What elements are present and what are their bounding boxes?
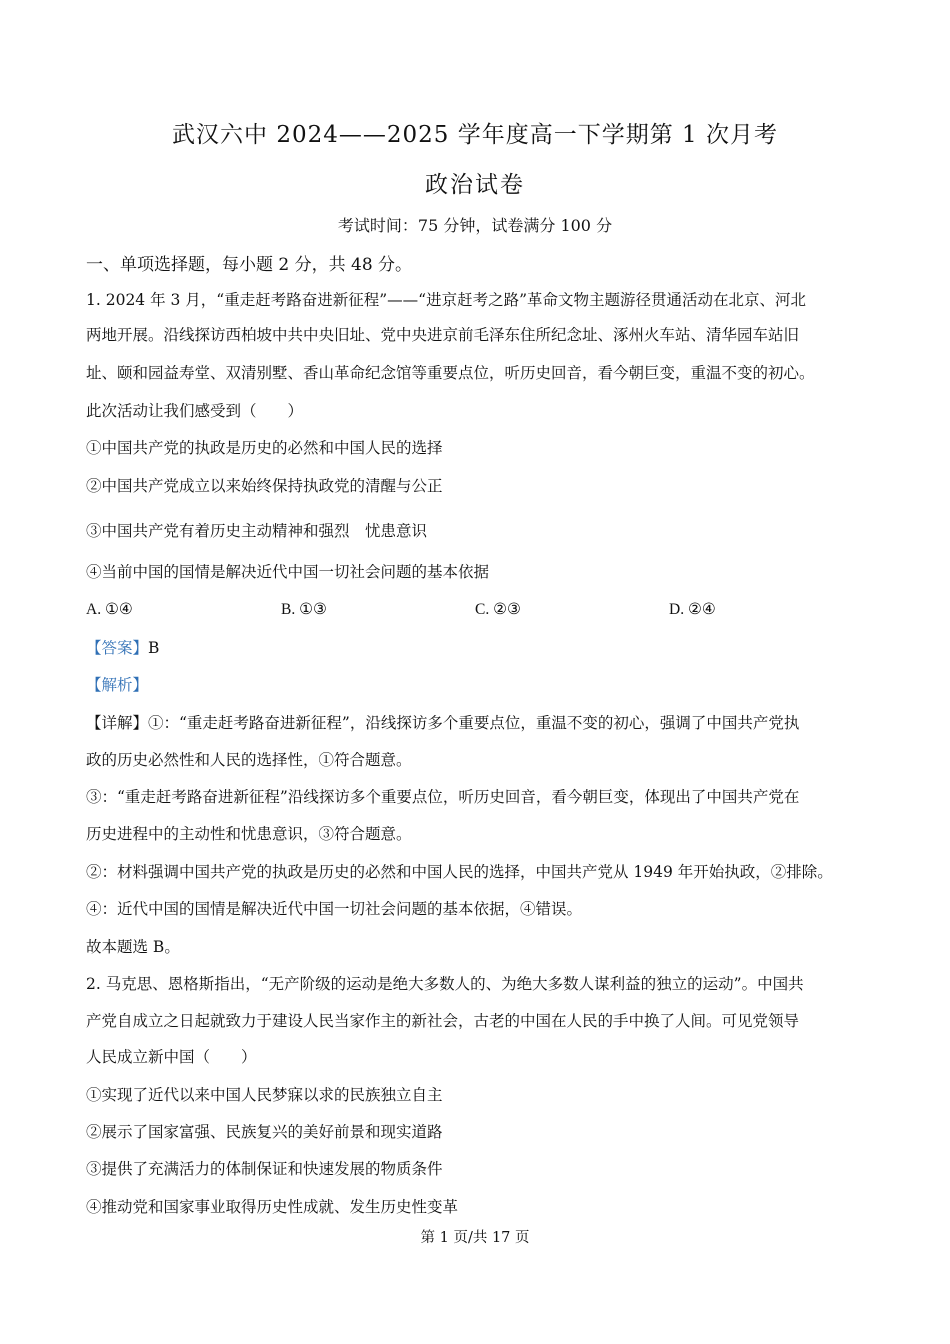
q2-stem-line: 人民成立新中国（ ） bbox=[86, 1048, 257, 1066]
q2-statement: ④推动党和国家事业取得历史性成就、发生历史性变革 bbox=[86, 1198, 459, 1216]
q2-stem-line: 产党自成立之日起就致力于建设人民当家作主的新社会，古老的中国在人民的手中换了人间。可见党领导 bbox=[86, 1012, 800, 1030]
section-heading: 一、单项选择题，每小题 2 分，共 48 分。 bbox=[86, 255, 413, 275]
analysis-label: 【解析】 bbox=[86, 676, 149, 694]
q1-statement: ④当前中国的国情是解决近代中国一切社会问题的基本依据 bbox=[86, 563, 490, 581]
q1-detail-line: 【详解】①：“重走赶考路奋进新征程”，沿线探访多个重要点位，重温不变的初心，强调了中国共产党执 bbox=[86, 714, 800, 732]
q2-statement: ①实现了近代以来中国人民梦寐以求的民族独立自主 bbox=[86, 1086, 443, 1104]
q1-option-b: B. ①③ bbox=[281, 601, 327, 618]
answer-value: B bbox=[148, 639, 160, 657]
q2-stem-line: 2. 马克思、恩格斯指出，“无产阶级的运动是绝大多数人的、为绝大多数人谋利益的独立的运动”。中国共 bbox=[86, 975, 804, 993]
q1-option-c: C. ②③ bbox=[475, 601, 521, 618]
q1-answer bbox=[86, 638, 159, 658]
q1-detail-line: 历史进程中的主动性和忧患意识，③符合题意。 bbox=[86, 825, 412, 843]
q2-statement: ③提供了充满活力的体制保证和快速发展的物质条件 bbox=[86, 1160, 443, 1178]
q1-detail-line: ④：近代中国的国情是解决近代中国一切社会问题的基本依据，④错误。 bbox=[86, 900, 583, 918]
q1-stem-line: 此次活动让我们感受到（ ） bbox=[86, 402, 304, 420]
q1-detail-line: ③：“重走赶考路奋进新征程”沿线探访多个重要点位，听历史回音，看今朝巨变，体现出了中国共产党在 bbox=[86, 788, 800, 806]
q1-detail-line: ②：材料强调中国共产党的执政是历史的必然和中国人民的选择，中国共产党从 1949 年开始执政，②排除。 bbox=[86, 863, 833, 881]
page-footer: 第 1 页/共 17 页 bbox=[420, 1230, 530, 1246]
q1-statement: ①中国共产党的执政是历史的必然和中国人民的选择 bbox=[86, 439, 443, 457]
answer-label: 【答案】 bbox=[86, 639, 149, 657]
q1-option-d: D. ②④ bbox=[669, 601, 716, 618]
q2-statement: ②展示了国家富强、民族复兴的美好前景和现实道路 bbox=[86, 1123, 443, 1141]
q1-stem-line: 1. 2024 年 3 月，“重走赶考路奋进新征程”——“进京赶考之路”革命文物主题游径贯通活动在北京、河北 bbox=[86, 291, 807, 309]
q1-statement: ③中国共产党有着历史主动精神和强烈 忧患意识 bbox=[86, 522, 428, 540]
exam-title: 武汉六中 2024——2025 学年度高一下学期第 1 次月考 bbox=[172, 122, 778, 148]
q1-detail-line: 故本题选 B。 bbox=[86, 938, 180, 956]
q1-option-a: A. ①④ bbox=[86, 601, 133, 618]
exam-info: 考试时间：75 分钟，试卷满分 100 分 bbox=[337, 216, 613, 235]
exam-subtitle: 政治试卷 bbox=[425, 172, 525, 198]
q1-stem-line: 址、颐和园益寿堂、双清别墅、香山革命纪念馆等重要点位，听历史回音，看今朝巨变，重温不变的初心。 bbox=[86, 364, 815, 382]
q1-stem-line: 两地开展。沿线探访西柏坡中共中央旧址、党中央进京前毛泽东住所纪念址、涿州火车站、清华园车站旧 bbox=[86, 326, 800, 344]
q1-statement: ②中国共产党成立以来始终保持执政党的清醒与公正 bbox=[86, 477, 443, 495]
q1-detail-line: 政的历史必然性和人民的选择性，①符合题意。 bbox=[86, 751, 412, 769]
